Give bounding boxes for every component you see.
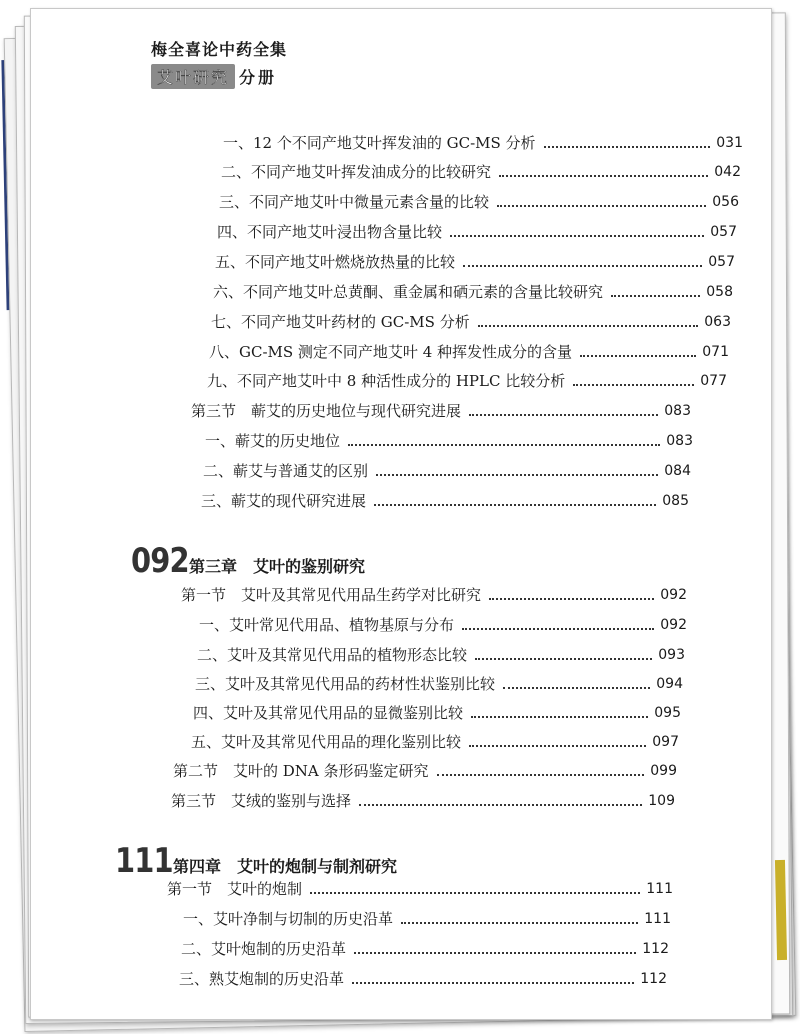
chapter-title: 第三章 艾叶的鉴别研究: [189, 557, 366, 576]
toc-entry[interactable]: 第三节 蕲艾的历史地位与现代研究进展 083: [191, 402, 691, 420]
toc-entry[interactable]: 六、不同产地艾叶总黄酮、重金属和硒元素的含量比较研究 058: [213, 283, 733, 301]
chapter-page-number: 092: [131, 541, 189, 581]
toc-entry[interactable]: 第一节 艾叶的炮制 111: [167, 880, 673, 898]
toc-entry[interactable]: 一、艾叶净制与切制的历史沿革 111: [183, 910, 671, 928]
toc-entry[interactable]: 一、艾叶常见代用品、植物基原与分布 092: [199, 616, 687, 634]
series-title: 梅全喜论中药全集: [151, 40, 288, 59]
toc-entry[interactable]: 第三节 艾绒的鉴别与选择 109: [171, 792, 675, 810]
chapter-title: 第四章 艾叶的炮制与制剂研究: [173, 857, 398, 876]
toc-entry[interactable]: 二、艾叶及其常见代用品的植物形态比较 093: [197, 646, 685, 664]
toc-entry[interactable]: 二、不同产地艾叶挥发油成分的比较研究 042: [221, 163, 741, 181]
toc-entry[interactable]: 一、12 个不同产地艾叶挥发油的 GC-MS 分析 031: [223, 134, 743, 152]
toc-entry[interactable]: 二、艾叶炮制的历史沿革 112: [181, 940, 669, 958]
page-header: [151, 37, 287, 89]
toc-entry[interactable]: 五、不同产地艾叶燃烧放热量的比较 057: [215, 253, 735, 271]
book-edge-yellow: [775, 860, 787, 960]
chapter-heading[interactable]: [115, 841, 397, 881]
toc-page: [30, 8, 772, 1020]
toc-entry[interactable]: 二、蕲艾与普通艾的区别 084: [203, 462, 691, 480]
chapter-page-number: 111: [115, 841, 173, 881]
chapter-heading[interactable]: [131, 541, 365, 581]
toc-entry[interactable]: 四、不同产地艾叶浸出物含量比较 057: [217, 223, 737, 241]
toc-entry[interactable]: 七、不同产地艾叶药材的 GC-MS 分析 063: [211, 313, 731, 331]
volume-title-row: [151, 64, 287, 89]
toc-entry[interactable]: 九、不同产地艾叶中 8 种活性成分的 HPLC 比较分析 077: [207, 372, 727, 390]
toc-entry[interactable]: 三、熟艾炮制的历史沿革 112: [179, 970, 667, 988]
volume-title: 艾叶研究: [151, 64, 235, 89]
toc-entry[interactable]: 三、蕲艾的现代研究进展 085: [201, 492, 689, 510]
toc-entry[interactable]: 三、不同产地艾叶中微量元素含量的比较 056: [219, 193, 739, 211]
toc-entry[interactable]: 一、蕲艾的历史地位 083: [205, 432, 693, 450]
toc-entry[interactable]: 八、GC-MS 测定不同产地艾叶 4 种挥发性成分的含量 071: [209, 343, 729, 361]
toc-entry[interactable]: 四、艾叶及其常见代用品的显微鉴别比较 095: [193, 704, 681, 722]
toc-entry[interactable]: 三、艾叶及其常见代用品的药材性状鉴别比较 094: [195, 675, 683, 693]
toc-entry[interactable]: 第一节 艾叶及其常见代用品生药学对比研究 092: [181, 586, 687, 604]
volume-suffix: 分册: [239, 68, 278, 87]
toc-entry[interactable]: 第二节 艾叶的 DNA 条形码鉴定研究 099: [173, 762, 677, 780]
toc-entry[interactable]: 五、艾叶及其常见代用品的理化鉴别比较 097: [191, 733, 679, 751]
